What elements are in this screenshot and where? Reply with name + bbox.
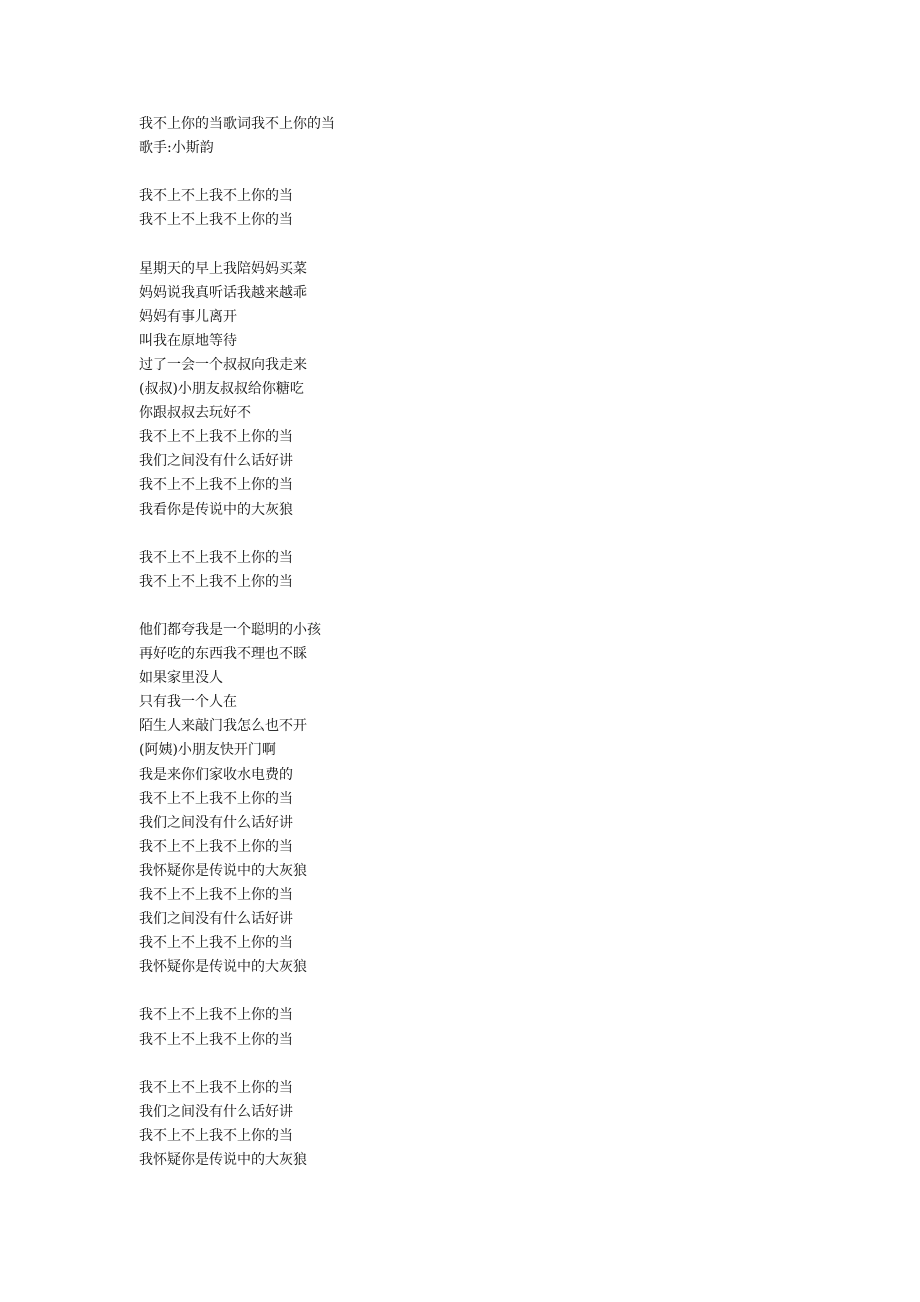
lyric-line: 我不上不上我不上你的当 bbox=[139, 1079, 293, 1096]
lyric-line: 我怀疑你是传说中的大灰狼 bbox=[139, 959, 307, 976]
stanza bbox=[139, 1003, 335, 1051]
lyric-line: 陌生人来敲门我怎么也不开 bbox=[139, 718, 307, 735]
lyric-line: 星期天的早上我陪妈妈买菜 bbox=[139, 260, 307, 277]
lyric-line: 我们之间没有什么话好讲 bbox=[139, 911, 293, 928]
lyric-line: 我们之间没有什么话好讲 bbox=[139, 453, 293, 470]
lyric-line: 我不上不上我不上你的当 bbox=[139, 887, 293, 903]
lyric-line: 我怀疑你是传说中的大灰狼 bbox=[139, 862, 307, 879]
lyric-line: 我不上不上我不上你的当 bbox=[139, 838, 293, 855]
stanza bbox=[139, 184, 335, 232]
lyric-line: 我不上不上我不上你的当 bbox=[139, 429, 293, 446]
lyric-line: 我们之间没有什么话好讲 bbox=[139, 1103, 293, 1120]
lyrics-stanzas bbox=[139, 160, 335, 1172]
lyric-line: 他们都夸我是一个聪明的小孩 bbox=[139, 621, 321, 638]
lyric-line: 你跟叔叔去玩好不 bbox=[139, 405, 251, 422]
stanza bbox=[139, 1076, 335, 1172]
stanza-gap bbox=[139, 1052, 335, 1076]
lyric-line: 如果家里没人 bbox=[139, 670, 223, 687]
lyric-line: 我是来你们家收水电费的 bbox=[139, 766, 293, 783]
lyric-line: 妈妈有事儿离开 bbox=[139, 308, 237, 325]
stanza bbox=[139, 257, 335, 522]
lyric-line: 我不上不上我不上你的当 bbox=[139, 549, 293, 566]
stanza-gap bbox=[139, 160, 335, 184]
lyric-line: 叫我在原地等待 bbox=[139, 332, 237, 349]
lyric-line: 过了一会一个叔叔向我走来 bbox=[139, 356, 307, 373]
lyric-line: (阿姨)小朋友快开门啊 bbox=[139, 742, 276, 759]
lyric-line: 我看你是传说中的大灰狼 bbox=[139, 501, 293, 518]
stanza bbox=[139, 546, 335, 594]
lyric-line: 我怀疑你是传说中的大灰狼 bbox=[139, 1152, 307, 1169]
stanza-gap bbox=[139, 522, 335, 546]
lyric-line: 我不上不上我不上你的当 bbox=[139, 573, 293, 590]
lyric-line: 只有我一个人在 bbox=[139, 694, 237, 711]
song-title: 我不上你的当歌词我不上你的当 bbox=[139, 116, 335, 132]
lyric-line: 我不上不上我不上你的当 bbox=[139, 790, 293, 807]
lyric-line: 我不上不上我不上你的当 bbox=[139, 477, 293, 494]
lyric-line: 我不上不上我不上你的当 bbox=[139, 935, 293, 952]
lyric-line: 我不上不上我不上你的当 bbox=[139, 1127, 293, 1144]
lyric-line: 再好吃的东西我不理也不睬 bbox=[139, 646, 307, 663]
lyric-line: 我不上不上我不上你的当 bbox=[139, 1031, 293, 1048]
stanza-gap bbox=[139, 232, 335, 256]
lyric-line: 我不上不上我不上你的当 bbox=[139, 1007, 293, 1024]
stanza bbox=[139, 618, 335, 979]
lyric-line: 我不上不上我不上你的当 bbox=[139, 188, 293, 205]
singer-line: 歌手:小斯韵 bbox=[139, 140, 214, 157]
stanza-gap bbox=[139, 979, 335, 1003]
stanza-gap bbox=[139, 594, 335, 618]
lyric-line: 我不上不上我不上你的当 bbox=[139, 212, 293, 229]
lyric-line: (叔叔)小朋友叔叔给你糖吃 bbox=[139, 381, 304, 398]
lyric-line: 我们之间没有什么话好讲 bbox=[139, 814, 293, 831]
lyric-line: 妈妈说我真听话我越来越乖 bbox=[139, 284, 307, 301]
lyrics-text bbox=[139, 112, 335, 1172]
